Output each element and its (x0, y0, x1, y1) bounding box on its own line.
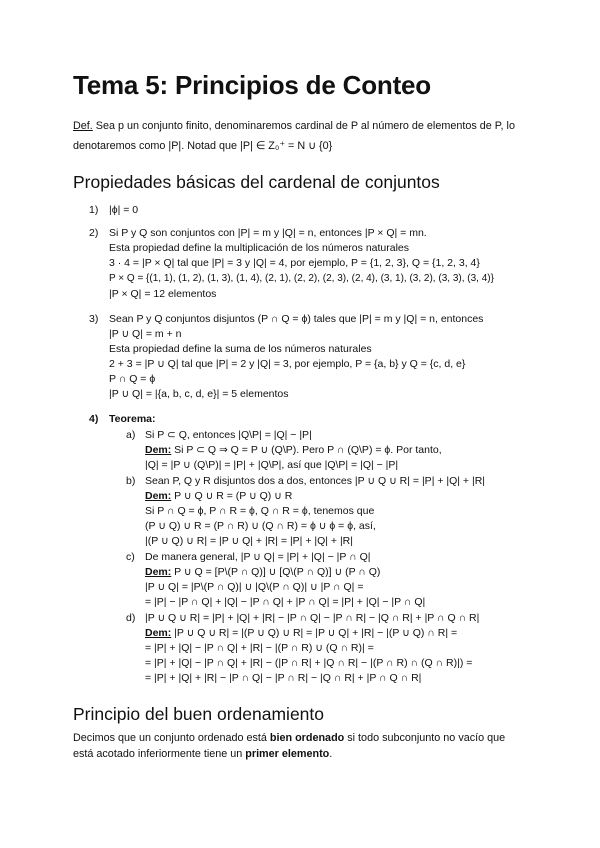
section-heading-well-ordering: Principio del buen ordenamiento (73, 704, 324, 724)
theorem-proof-line: Dem: P ∪ Q ∪ R = (P ∪ Q) ∪ R (145, 490, 293, 502)
section-heading-cardinal: Propiedades básicas del cardenal de conjuntos (73, 172, 440, 192)
bold-term: primer elemento (245, 748, 330, 760)
theorem-line: Si P ⊂ Q, entonces |Q\P| = |Q| − |P| (145, 429, 312, 441)
list-number: 2) (89, 227, 99, 239)
dem-label: Dem: (145, 566, 172, 578)
bold-term: bien ordenado (269, 732, 345, 744)
theorem-line: De manera general, |P ∪ Q| = |P| + |Q| − |P ∩ Q| (145, 551, 371, 563)
list-number: 1) (89, 204, 99, 216)
intro-line-1: Def. Sea p un conjunto finito, denominaremos cardinal de P al número de elementos de P, lo (73, 120, 515, 132)
dem-label: Dem: (145, 490, 172, 502)
theorem-line: |(P ∪ Q) ∪ R| = |P ∪ Q| + |R| = |P| + |Q| + |R| (145, 535, 353, 547)
list-item-line: Si P y Q son conjuntos con |P| = m y |Q| = n, entonces |P × Q| = mn. (109, 227, 427, 239)
theorem-proof-line: Dem: P ∪ Q = [P\(P ∩ Q)] ∪ [Q\(P ∩ Q)] ∪ (P ∩ Q) (145, 566, 381, 578)
theorem-label: b) (126, 475, 136, 487)
list-number: 4) (89, 413, 99, 425)
theorem-proof-line: Dem: |P ∪ Q ∪ R| = |(P ∪ Q) ∪ R| = |P ∪ Q| + |R| − |(P ∪ Q) ∩ R| = (145, 627, 458, 639)
theorem-proof-line: Dem: Si P ⊂ Q ⇒ Q = P ∪ (Q\P). Pero P ∩ (Q\P) = ϕ. Por tanto, (145, 444, 442, 456)
list-item-line: P × Q = {(1, 1), (1, 2), (1, 3), (1, 4), (2, 1), (2, 2), (2, 3), (2, 4), (3, 1), (3, 2), (3, 3), (3, 4)} (109, 273, 494, 284)
dem-label: Dem: (145, 627, 172, 639)
theorem-label: d) (126, 612, 136, 624)
intro-line-2: denotaremos como |P|. Notad que |P| ∈ Z₀⁺ = N ∪ {0} (73, 140, 333, 152)
theorem-title: Teorema: (109, 413, 156, 425)
list-item-line: 3 · 4 = |P × Q| tal que |P| = 3 y |Q| = 4, por ejemplo, P = {1, 2, 3}, Q = {1, 2, 3, 4} (109, 257, 480, 269)
theorem-line: = |P| + |Q| − |P ∩ Q| + |R| − |(P ∩ R) ∪ (Q ∩ R)| = (145, 642, 374, 654)
paragraph-line: está acotado inferiormente tiene un primer elemento. (73, 748, 333, 760)
list-item-line: Sean P y Q conjuntos disjuntos (P ∩ Q = ϕ) tales que |P| = m y |Q| = n, entonces (109, 313, 484, 325)
list-item-line: Esta propiedad define la suma de los números naturales (109, 343, 372, 355)
def-label: Def. (73, 120, 93, 132)
list-item-line: 2 + 3 = |P ∪ Q| tal que |P| = 2 y |Q| = 3, por ejemplo, P = {a, b} y Q = {c, d, e} (109, 358, 466, 370)
list-item-line: |P ∪ Q| = m + n (109, 328, 182, 340)
list-item-line: |ϕ| = 0 (109, 204, 139, 216)
theorem-line: = |P| + |Q| + |R| − |P ∩ Q| − |P ∩ R| − |Q ∩ R| + |P ∩ Q ∩ R| (145, 672, 422, 684)
theorem-label: a) (126, 429, 136, 441)
dem-label: Dem: (145, 444, 172, 456)
theorem-line: (P ∪ Q) ∪ R = (P ∩ R) ∪ (Q ∩ R) = ϕ ∪ ϕ = ϕ, así, (145, 520, 376, 532)
theorem-line: = |P| − |P ∩ Q| + |Q| − |P ∩ Q| + |P ∩ Q| = |P| + |Q| − |P ∩ Q| (145, 596, 426, 608)
list-number: 3) (89, 313, 99, 325)
paragraph-line: Decimos que un conjunto ordenado está bien ordenado si todo subconjunto no vacío que (73, 732, 506, 744)
theorem-line: |P ∪ Q| = |P\(P ∩ Q)| ∪ |Q\(P ∩ Q)| ∪ |P ∩ Q| = (145, 581, 364, 593)
theorem-line: Si P ∩ Q = ϕ, P ∩ R = ϕ, Q ∩ R = ϕ, tenemos que (145, 505, 375, 517)
theorem-line: = |P| + |Q| − |P ∩ Q| + |R| − (|P ∩ R| + |Q ∩ R| − |(P ∩ R) ∩ (Q ∩ R)|) = (145, 657, 473, 669)
theorem-line: |P ∪ Q ∪ R| = |P| + |Q| + |R| − |P ∩ Q| − |P ∩ R| − |Q ∩ R| + |P ∩ Q ∩ R| (145, 612, 480, 624)
theorem-line: |Q| = |P ∪ (Q\P)| = |P| + |Q\P|, así que |Q\P| = |Q| − |P| (145, 459, 399, 471)
theorem-label: c) (126, 551, 135, 563)
list-item-line: P ∩ Q = ϕ (109, 373, 156, 385)
list-item-line: |P × Q| = 12 elementos (109, 288, 217, 300)
theorem-line: Sean P, Q y R disjuntos dos a dos, entonces |P ∪ Q ∪ R| = |P| + |Q| + |R| (145, 475, 486, 487)
list-item-line: |P ∪ Q| = |{a, b, c, d, e}| = 5 elementos (109, 388, 289, 400)
page-title: Tema 5: Principios de Conteo (73, 70, 431, 100)
list-item-line: Esta propiedad define la multiplicación de los números naturales (109, 242, 410, 254)
